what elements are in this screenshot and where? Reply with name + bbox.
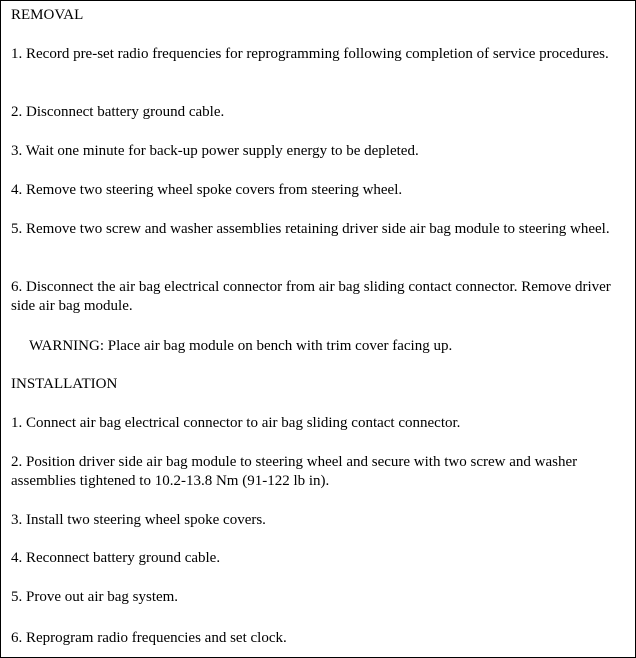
installation-step-5: 5. Prove out air bag system. bbox=[11, 589, 179, 605]
installation-step-4: 4. Reconnect battery ground cable. bbox=[11, 550, 221, 566]
removal-step-2: 2. Disconnect battery ground cable. bbox=[11, 104, 225, 120]
removal-step-5: 5. Remove two screw and washer assemblies retaining driver side air bag module to steering wheel. bbox=[11, 221, 610, 237]
removal-step-4: 4. Remove two steering wheel spoke covers from steering wheel. bbox=[11, 182, 403, 198]
installation-step-2: 2. Position driver side air bag module to steering wheel and secure with two screw and washer assemblies tightened to 10.2-13.8 Nm (91-122 lb in). bbox=[11, 454, 578, 489]
removal-heading: REMOVAL bbox=[11, 7, 84, 23]
installation-step-1: 1. Connect air bag electrical connector to air bag sliding contact connector. bbox=[11, 415, 461, 431]
warning-note: WARNING: Place air bag module on bench with trim cover facing up. bbox=[29, 338, 453, 354]
installation-step-6: 6. Reprogram radio frequencies and set clock. bbox=[11, 630, 287, 646]
installation-step-3: 3. Install two steering wheel spoke covers. bbox=[11, 512, 266, 528]
installation-heading: INSTALLATION bbox=[11, 376, 118, 392]
removal-step-1: 1. Record pre-set radio frequencies for reprogramming following completion of service procedures. bbox=[11, 46, 609, 62]
removal-step-3: 3. Wait one minute for back-up power supply energy to be depleted. bbox=[11, 143, 419, 159]
removal-step-6: 6. Disconnect the air bag electrical connector from air bag sliding contact connector. Remove driver side air bag module. bbox=[11, 279, 611, 314]
